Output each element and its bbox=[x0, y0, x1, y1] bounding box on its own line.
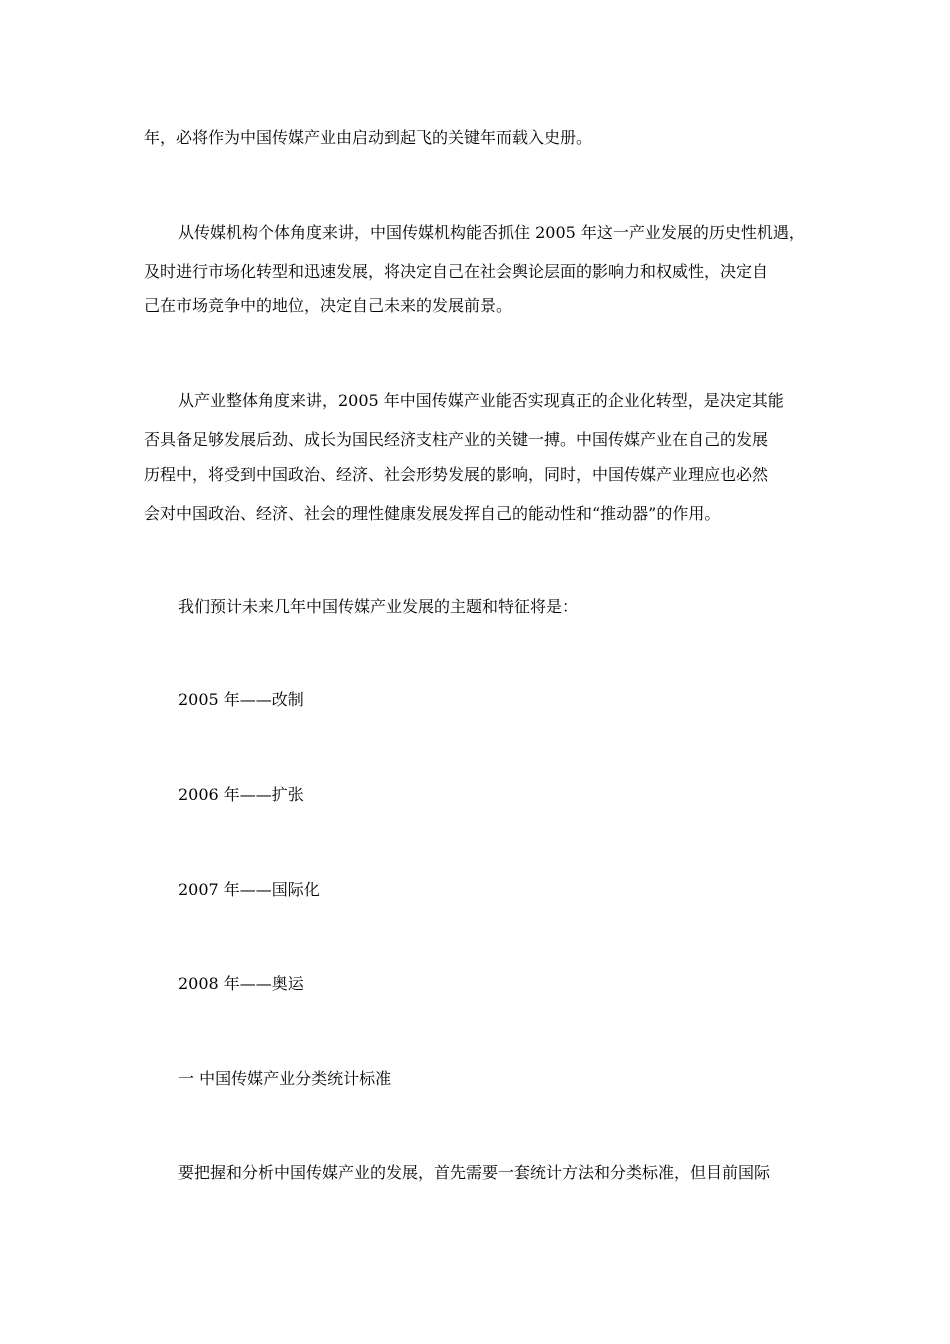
section-heading: 一 中国传媒产业分类统计标准 bbox=[178, 1069, 392, 1088]
paragraph-2-line-2: 及时进行市场化转型和迅速发展，将决定自己在社会舆论层面的影响力和权威性，决定自 bbox=[144, 262, 769, 281]
paragraph-1-line-1: 年，必将作为中国传媒产业由启动到起飞的关键年而载入史册。 bbox=[144, 128, 593, 147]
year-item-2005: 2005 年——改制 bbox=[178, 690, 304, 709]
paragraph-2-line-3: 己在市场竞争中的地位，决定自己未来的发展前景。 bbox=[144, 296, 513, 315]
paragraph-4-line-1: 我们预计未来几年中国传媒产业发展的主题和特征将是： bbox=[178, 597, 579, 616]
paragraph-3-line-2: 否具备足够发展后劲、成长为国民经济支柱产业的关键一搏。中国传媒产业在自己的发展 bbox=[144, 430, 769, 449]
paragraph-2-line-1: 从传媒机构个体角度来讲，中国传媒机构能否抓住 2005 年这一产业发展的历史性机遇， bbox=[178, 223, 805, 242]
paragraph-3-line-3: 历程中，将受到中国政治、经济、社会形势发展的影响，同时，中国传媒产业理应也必然 bbox=[144, 465, 769, 484]
year-item-2006: 2006 年——扩张 bbox=[178, 785, 304, 804]
year-item-2007: 2007 年——国际化 bbox=[178, 880, 320, 899]
year-item-2008: 2008 年——奥运 bbox=[178, 974, 304, 993]
paragraph-3-line-1: 从产业整体角度来讲，2005 年中国传媒产业能否实现真正的企业化转型，是决定其能 bbox=[178, 391, 784, 410]
paragraph-5-line-1: 要把握和分析中国传媒产业的发展，首先需要一套统计方法和分类标准，但目前国际 bbox=[178, 1163, 771, 1182]
paragraph-3-line-4: 会对中国政治、经济、社会的理性健康发展发挥自己的能动性和“推动器”的作用。 bbox=[144, 504, 721, 523]
